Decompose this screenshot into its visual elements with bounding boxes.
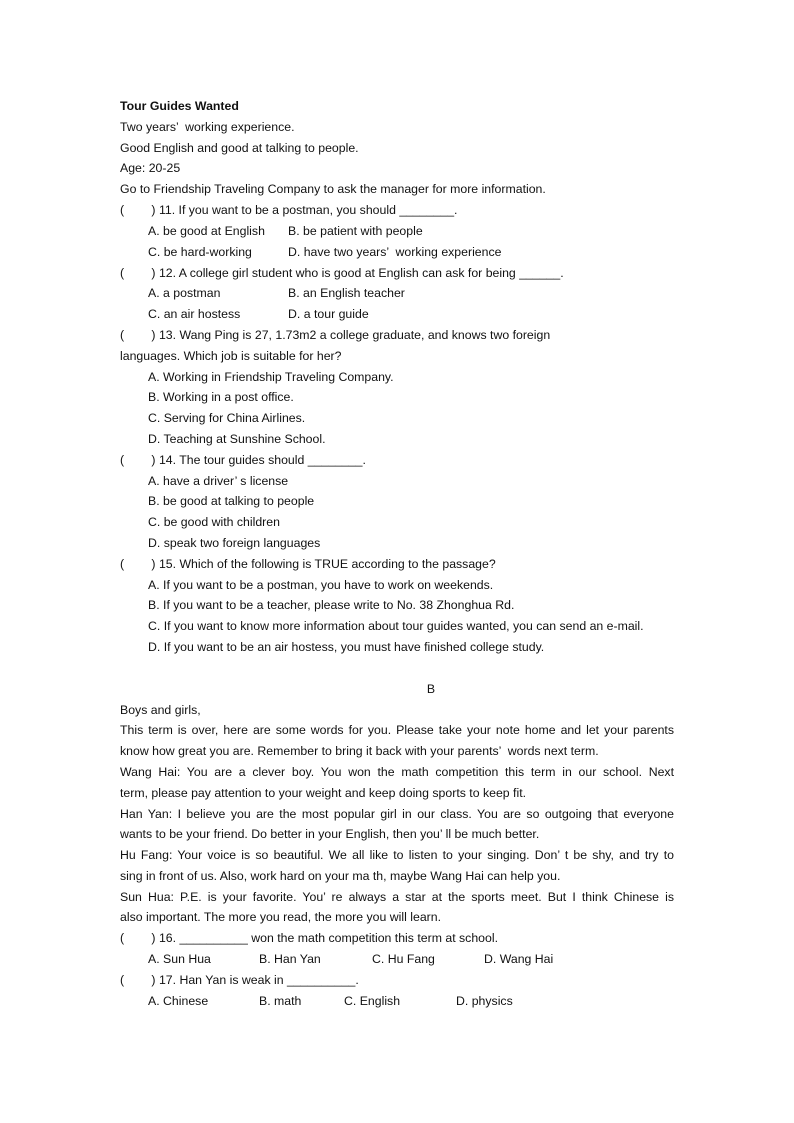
q15-option-d: D. If you want to be an air hostess, you must have finished college study.	[148, 640, 545, 654]
q13-option-c: C. Serving for China Airlines.	[148, 411, 306, 425]
q17-option-a: A. Chinese	[148, 994, 209, 1008]
q13-option-a: A. Working in Friendship Traveling Company.	[148, 370, 394, 384]
q12-option-a: A. a postman	[148, 286, 221, 300]
q14-option-b: B. be good at talking to people	[148, 494, 315, 508]
hu-fang-comment-line: sing in front of us. Also, work hard on your ma th, maybe Wang Hai can help you.	[120, 869, 561, 883]
q14-option-a: A. have a driver’ s license	[148, 474, 289, 488]
ad-line: Good English and good at talking to people.	[120, 141, 359, 155]
wang-hai-comment-line: term, please pay attention to your weight and keep doing sports to keep fit.	[120, 786, 527, 800]
han-yan-comment-line: Han Yan: I believe you are the most popular girl in our class. You are so outgoing that everyone	[120, 807, 674, 821]
q14-option-c: C. be good with children	[148, 515, 280, 529]
q12-option-c: C. an air hostess	[148, 307, 241, 321]
q11-option-c: C. be hard-working	[148, 245, 252, 259]
q16-option-d: D. Wang Hai	[484, 952, 554, 966]
q15-option-c: C. If you want to know more information about tour guides wanted, you can send an e-mail.	[148, 619, 644, 633]
question-15-stem: ( ) 15. Which of the following is TRUE according to the passage?	[120, 557, 496, 571]
han-yan-comment-line: wants to be your friend. Do better in your English, then you’ ll be much better.	[120, 827, 540, 841]
sun-hua-comment-line: also important. The more you read, the more you will learn.	[120, 910, 442, 924]
question-11-stem: ( ) 11. If you want to be a postman, you should ________.	[120, 203, 458, 217]
q11-option-d: D. have two years’ working experience	[288, 245, 502, 259]
q13-option-b: B. Working in a post office.	[148, 390, 294, 404]
intro-paragraph-line: This term is over, here are some words for you. Please take your note home and let your parents	[120, 723, 674, 737]
q15-option-b: B. If you want to be a teacher, please write to No. 38 Zhonghua Rd.	[148, 598, 515, 612]
q17-option-b: B. math	[259, 994, 302, 1008]
question-17-stem: ( ) 17. Han Yan is weak in __________.	[120, 973, 359, 987]
q17-option-c: C. English	[344, 994, 401, 1008]
section-b-heading: B	[426, 682, 436, 696]
greeting: Boys and girls,	[120, 703, 201, 717]
q17-option-d: D. physics	[456, 994, 513, 1008]
intro-paragraph-line: know how great you are. Remember to bring it back with your parents’ words next term.	[120, 744, 599, 758]
q16-option-b: B. Han Yan	[259, 952, 321, 966]
q16-option-c: C. Hu Fang	[372, 952, 435, 966]
q12-option-b: B. an English teacher	[288, 286, 405, 300]
question-13-stem-cont: languages. Which job is suitable for her?	[120, 349, 342, 363]
question-13-stem: ( ) 13. Wang Ping is 27, 1.73m2 a college graduate, and knows two foreign	[120, 328, 551, 342]
q13-option-d: D. Teaching at Sunshine School.	[148, 432, 326, 446]
sun-hua-comment-line: Sun Hua: P.E. is your favorite. You’ re always a star at the sports meet. But I think Chinese is	[120, 890, 674, 904]
question-12-stem: ( ) 12. A college girl student who is good at English can ask for being ______.	[120, 266, 564, 280]
q11-option-b: B. be patient with people	[288, 224, 423, 238]
q11-option-a: A. be good at English	[148, 224, 265, 238]
ad-title: Tour Guides Wanted	[120, 99, 239, 113]
question-14-stem: ( ) 14. The tour guides should ________.	[120, 453, 366, 467]
wang-hai-comment-line: Wang Hai: You are a clever boy. You won the math competition this term in our school. Next	[120, 765, 674, 779]
question-16-stem: ( ) 16. __________ won the math competition this term at school.	[120, 931, 498, 945]
q15-option-a: A. If you want to be a postman, you have to work on weekends.	[148, 578, 494, 592]
q12-option-d: D. a tour guide	[288, 307, 369, 321]
ad-line: Two years’ working experience.	[120, 120, 295, 134]
ad-line: Go to Friendship Traveling Company to ask the manager for more information.	[120, 182, 546, 196]
ad-line: Age: 20-25	[120, 161, 181, 175]
q14-option-d: D. speak two foreign languages	[148, 536, 321, 550]
hu-fang-comment-line: Hu Fang: Your voice is so beautiful. We all like to listen to your singing. Don’ t be shy, and try to	[120, 848, 674, 862]
q16-option-a: A. Sun Hua	[148, 952, 211, 966]
